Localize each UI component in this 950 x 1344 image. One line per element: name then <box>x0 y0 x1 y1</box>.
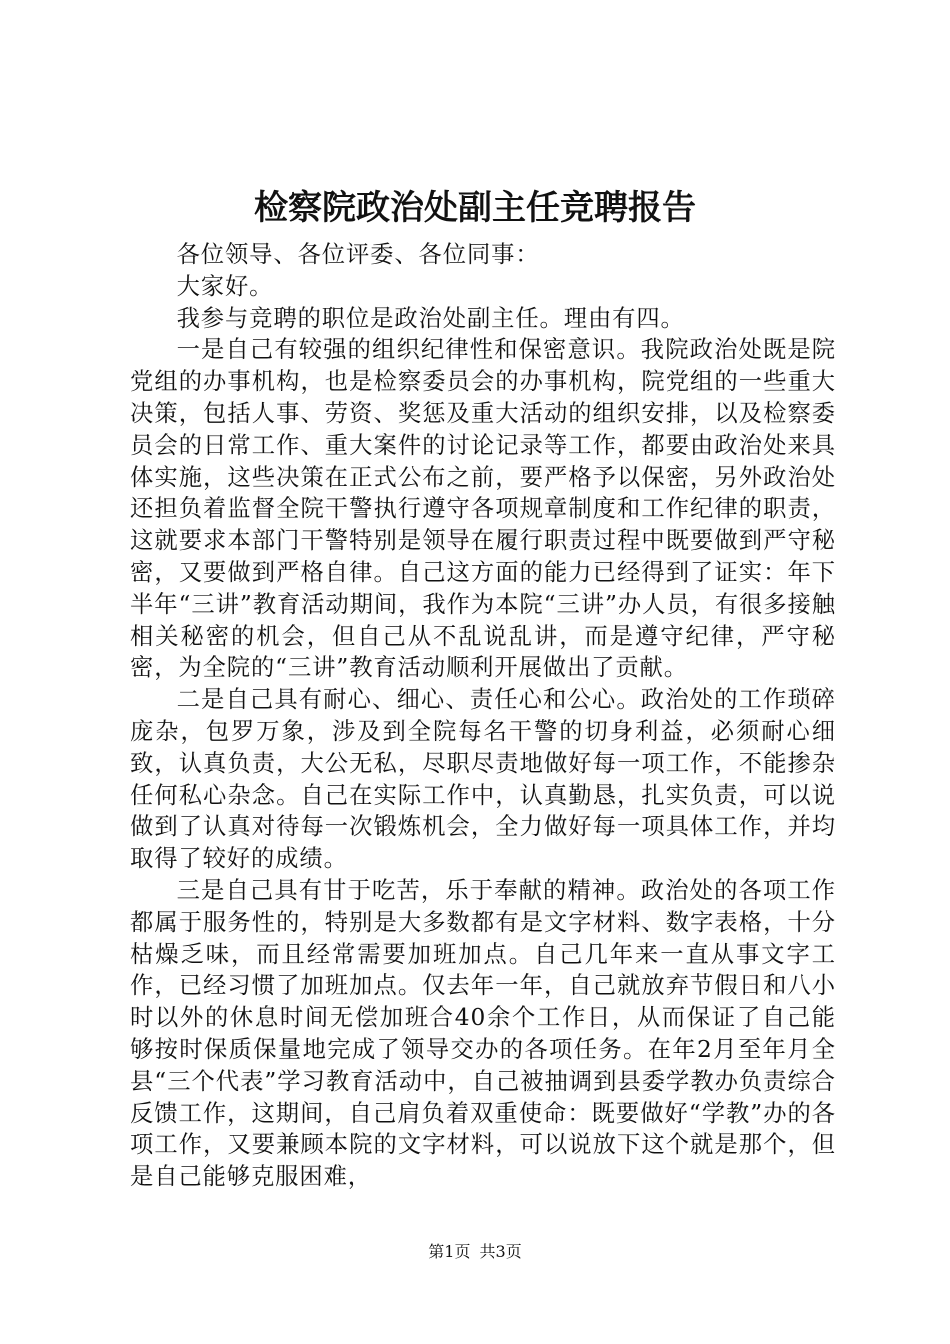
page-number: 第1页 <box>428 1242 471 1261</box>
document-title: 检察院政治处副主任竞聘报告 <box>254 188 696 228</box>
reason-two-paragraph: 二是自己具有耐心、细心、责任心和公心。政治处的工作琐碎庞杂，包罗万象，涉及到全院每名干警的切身利益，必须耐心细致，认真负责，大公无私，尽职尽责地做好每一项工作，不能掺杂任何私心杂念。自己在实际工作中，认真勤恳，扎实负责，可以说做到了认真对待每一次锻炼机会，全力做好每一项具体工作，并均取得了较好的成绩。 <box>130 686 836 873</box>
reason-one-paragraph: 一是自己有较强的组织纪律性和保密意识。我院政治处既是院党组的办事机构，也是检察委员会的办事机构，院党组的一些重大决策，包括人事、劳资、奖惩及重大活动的组织安排，以及检察委员会的日常工作、重大案件的讨论记录等工作，都要由政治处来具体实施，这些决策在正式公布之前，要严格予以保密，另外政治处还担负着监督全院干警执行遵守各项规章制度和工作纪律的职责，这就要求本部门干警特别是领导在履行职责过程中既要做到严守秘密，又要做到严格自律。自己这方面的能力已经得到了证实：年下半年“三讲”教育活动期间，我作为本院“三讲”办人员，有很多接触相关秘密的机会，但自己从不乱说乱讲，而是遵守纪律，严守秘密，为全院的“三讲”教育活动顺利开展做出了贡献。 <box>130 336 836 682</box>
salutation-paragraph: 各位领导、各位评委、各位同事： <box>176 241 540 268</box>
greeting-paragraph: 大家好。 <box>176 272 274 300</box>
intro-paragraph: 我参与竞聘的职位是政治处副主任。理由有四。 <box>176 304 685 332</box>
page-footer <box>0 1240 950 1264</box>
document-body <box>130 239 836 1193</box>
page-total: 共3页 <box>479 1242 522 1261</box>
reason-three-paragraph: 三是自己具有甘于吃苦，乐于奉献的精神。政治处的各项工作都属于服务性的，特别是大多数都有是文字材料、数字表格，十分枯燥乏味，而且经常需要加班加点。自己几年来一直从事文字工作，已经习惯了加班加点。仅去年一年，自己就放弃节假日和八小时以外的休息时间无偿加班合40余个工作日，从而保证了自己能够按时保质保量地完成了领导交办的各项任务。在年2月至年月全县“三个代表”学习教育活动中，自己被抽调到县委学教办负责综合反馈工作，这期间，自己肩负着双重使命：既要做好“学教”办的各项工作，又要兼顾本院的文字材料，可以说放下这个就是那个，但是自己能够克服困难， <box>130 876 836 1191</box>
